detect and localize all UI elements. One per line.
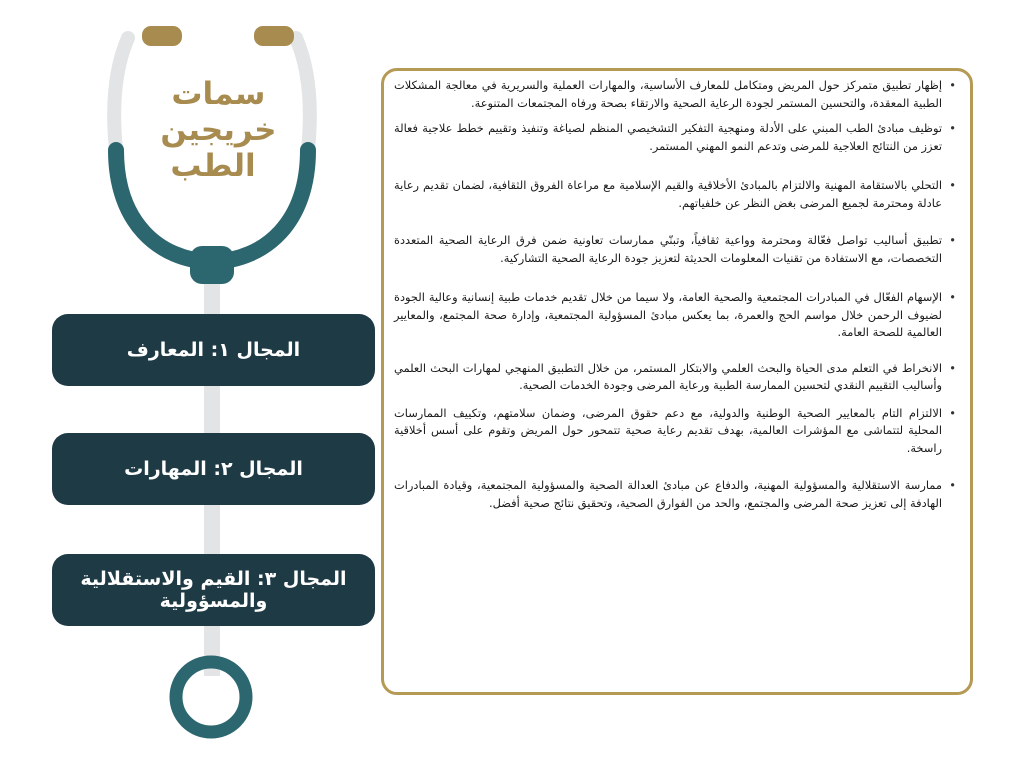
domain-box-skills [52,433,375,505]
attributes-panel [381,68,973,695]
attribute-item: • التحلي بالاستقامة المهنية والالتزام بالمبادئ الأخلاقية والقيم الإسلامية مع مراعاة الفروق الثقافية، لضمان تقديم رعاية عادلة ومحترمة لجميع المرضى بغض النظر عن خلفياتهم. [394,177,958,212]
stethoscope-earpiece-left [114,38,128,150]
domain-label: المجال ٢: المهارات [124,458,303,480]
attributes-list [394,77,958,512]
domain-box-values [52,554,375,626]
attribute-item: • الالتزام التام بالمعايير الصحية الوطنية والدولية، مع دعم حقوق المرضى، وضمان سلامتهم، وتكييف الممارسات المحلية لتتماشى مع المؤشرات العالمية، بهدف تقديم رعاية صحية تتمحور حول المريض وتقوم على أسس أخلاقية راسخة. [394,405,958,458]
ear-tip-left-icon [142,26,182,46]
ear-tip-right-icon [254,26,294,46]
attribute-item: • ممارسة الاستقلالية والمسؤولية المهنية، والدفاع عن مبادئ العدالة الصحية والمسؤولية المجتمعية، وقيادة المبادرات الهادفة إلى تعزيز صحة المرضى والمجتمع، والحد من الفوارق الصحية، وتحقيق نتائج صحية أفضل. [394,477,958,512]
page-title: سمات خريجين الطب [160,76,277,184]
domain-label: المجال ١: المعارف [126,339,301,361]
stethoscope-junction [190,246,234,284]
attribute-item: • الانخراط في التعلم مدى الحياة والبحث العلمي والابتكار المستمر، من خلال التطبيق المنهجي لمهارات البحث العلمي وأساليب التقييم النقدي لتحسين الممارسة الطبية ورعاية المرضى وجودة الخدمات الصحية. [394,360,958,395]
stethoscope-earpiece-right [296,38,310,150]
domain-box-knowledge [52,314,375,386]
attribute-item: • توظيف مبادئ الطب المبني على الأدلة ومنهجية التفكير التشخيصي المنظم لصياغة وتنفيذ وتقييم خطط علاجية فعالة تعزز من النتائج العلاجية للمرضى وتدعم النمو المهني المستمر. [394,120,958,155]
domain-label: المجال ٣: القيم والاستقلالية والمسؤولية [80,568,347,612]
attribute-item: • الإسهام الفعّال في المبادرات المجتمعية والصحية العامة، ولا سيما من خلال تقديم خدمات طبية إنسانية وعالية الجودة لضيوف الرحمن خلال مواسم الحج والعمرة، بما يعكس مبادئ المسؤولية المجتمعية، وإدارة صحة المجتمع، والمعايير العالمية للصحة العامة. [394,289,958,342]
attribute-item: • تطبيق أساليب تواصل فعّالة ومحترمة وواعية ثقافياً، وتبنّي ممارسات تعاونية ضمن فرق الرعاية الصحية المتعددة التخصصات، مع الاستفادة من تقنيات المعلومات الحديثة لتعزيز جودة الرعاية الصحية التشاركية. [394,232,958,267]
attribute-item: • إظهار تطبيق متمركز حول المريض ومتكامل للمعارف الأساسية، والمهارات العملية والسريرية في معالجة المشكلات الطبية المعقدة، والتحسين المستمر لجودة الرعاية الصحية والارتقاء بصحة ورفاه المجتمعات المتنوعة. [394,77,958,112]
